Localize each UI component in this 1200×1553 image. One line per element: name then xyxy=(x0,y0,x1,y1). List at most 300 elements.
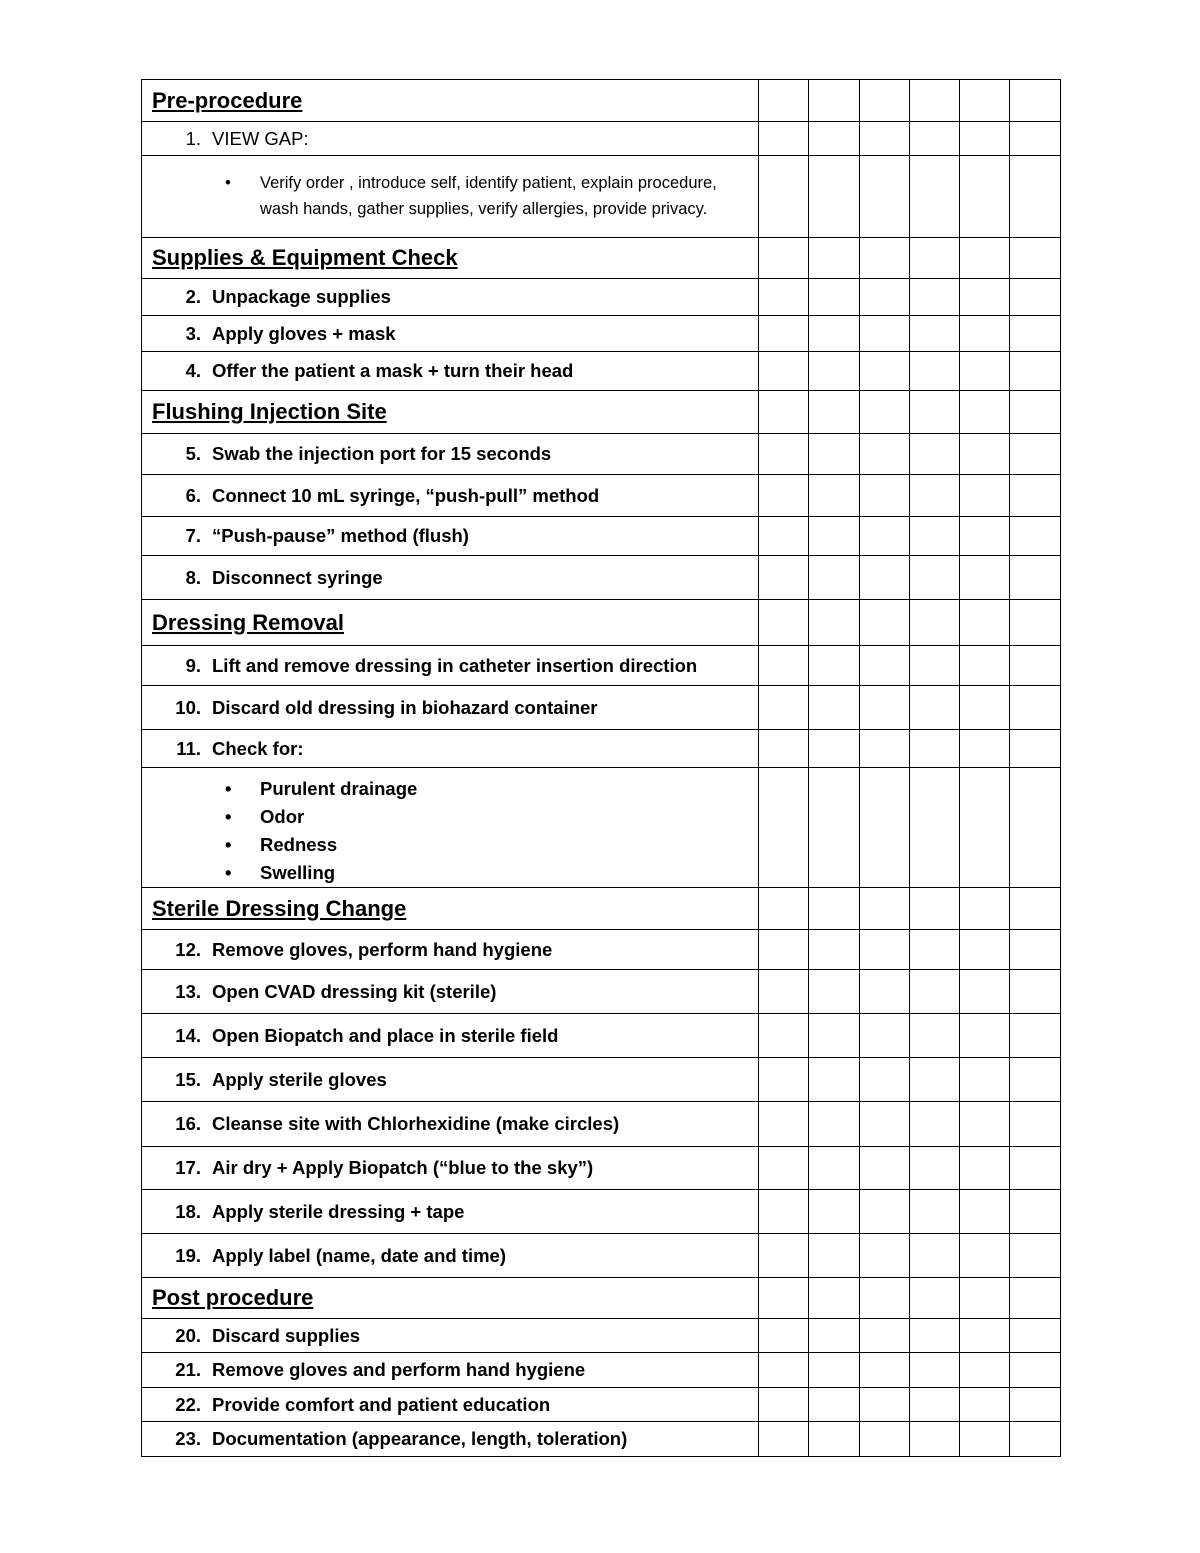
step-number: 8. xyxy=(185,566,201,588)
step-row xyxy=(142,646,1061,686)
step-row xyxy=(142,1234,1061,1278)
step-cell xyxy=(142,1422,759,1457)
checkbox-cell xyxy=(759,122,809,156)
checkbox-cell xyxy=(759,1058,809,1102)
checkbox-cell xyxy=(809,517,859,556)
step-number: 1. xyxy=(185,127,201,149)
step-cell xyxy=(142,1014,759,1058)
step-number: 17. xyxy=(175,1157,201,1178)
checkbox-cell xyxy=(859,1147,909,1190)
checkbox-cell xyxy=(1010,434,1060,475)
step-number: 9. xyxy=(185,654,201,676)
checkbox-cell xyxy=(960,434,1010,475)
checkbox-cell xyxy=(1010,600,1060,646)
checkbox-cell xyxy=(909,888,959,930)
checkbox-cell xyxy=(859,1234,909,1278)
checkbox-cell xyxy=(809,600,859,646)
step-row xyxy=(142,122,1061,156)
checkbox-cell xyxy=(809,1190,859,1234)
checkbox-cell xyxy=(759,238,809,279)
check-for-item: • Purulent drainage xyxy=(142,775,738,803)
checkbox-cell xyxy=(859,475,909,517)
checkbox-cell xyxy=(759,434,809,475)
checkbox-cell xyxy=(859,1388,909,1422)
step-number: 23. xyxy=(175,1428,201,1449)
checkbox-cell xyxy=(859,279,909,316)
checkbox-cell xyxy=(759,970,809,1014)
checkbox-cell xyxy=(759,646,809,686)
checkbox-cell xyxy=(809,80,859,122)
step-cell xyxy=(142,646,759,686)
checkbox-cell xyxy=(909,475,959,517)
checkbox-cell xyxy=(759,1234,809,1278)
step-number: 10. xyxy=(175,696,201,718)
checkbox-cell xyxy=(1010,556,1060,600)
checkbox-cell xyxy=(859,1014,909,1058)
checkbox-cell xyxy=(809,1102,859,1147)
step-number: 12. xyxy=(175,938,201,960)
checkbox-cell xyxy=(859,1058,909,1102)
bullet-row xyxy=(142,156,1061,238)
step-row xyxy=(142,1014,1061,1058)
step-row xyxy=(142,1319,1061,1353)
checkbox-cell xyxy=(759,1353,809,1388)
checkbox-cell xyxy=(960,238,1010,279)
checkbox-cell xyxy=(859,888,909,930)
checkbox-cell xyxy=(759,1278,809,1319)
checkbox-cell xyxy=(960,316,1010,352)
step-row xyxy=(142,279,1061,316)
checkbox-cell xyxy=(909,434,959,475)
checkbox-cell xyxy=(1010,316,1060,352)
step-cell xyxy=(142,352,759,391)
step-number: 7. xyxy=(185,525,201,546)
section-header: Supplies & Equipment Check xyxy=(142,238,759,279)
step-text: Apply sterile gloves xyxy=(212,1068,387,1090)
section-header-row xyxy=(142,391,1061,434)
checkbox-cell xyxy=(909,316,959,352)
step-row xyxy=(142,930,1061,970)
checkbox-cell xyxy=(759,600,809,646)
checkbox-cell xyxy=(859,122,909,156)
checkbox-cell xyxy=(809,1147,859,1190)
checkbox-cell xyxy=(809,768,859,888)
checkbox-cell xyxy=(859,316,909,352)
checkbox-cell xyxy=(909,1190,959,1234)
checkbox-cell xyxy=(759,1190,809,1234)
checkbox-cell xyxy=(960,970,1010,1014)
checkbox-cell xyxy=(960,1278,1010,1319)
checkbox-cell xyxy=(1010,122,1060,156)
checkbox-cell xyxy=(1010,888,1060,930)
checkbox-cell xyxy=(759,316,809,352)
step-row xyxy=(142,517,1061,556)
checkbox-cell xyxy=(809,1278,859,1319)
step-text: Swab the injection port for 15 seconds xyxy=(212,443,552,464)
checkbox-cell xyxy=(759,730,809,768)
checkbox-cell xyxy=(859,646,909,686)
checkbox-cell xyxy=(859,1278,909,1319)
checkbox-cell xyxy=(1010,238,1060,279)
step-text: Documentation (appearance, length, toleration) xyxy=(212,1428,628,1449)
checkbox-cell xyxy=(859,517,909,556)
section-header: Pre-procedure xyxy=(142,80,759,122)
step-text: Disconnect syringe xyxy=(212,566,383,588)
checkbox-cell xyxy=(809,316,859,352)
checkbox-cell xyxy=(809,1234,859,1278)
step-row xyxy=(142,1353,1061,1388)
section-header-row xyxy=(142,1278,1061,1319)
section-header-row xyxy=(142,80,1061,122)
checkbox-cell xyxy=(960,686,1010,730)
step-cell xyxy=(142,970,759,1014)
checkbox-cell xyxy=(859,730,909,768)
bullet-cell xyxy=(142,768,759,888)
step-row xyxy=(142,1058,1061,1102)
step-cell xyxy=(142,1147,759,1190)
step-cell xyxy=(142,1058,759,1102)
section-header-row xyxy=(142,888,1061,930)
checkbox-cell xyxy=(859,1353,909,1388)
view-gap-item: • Verify order , introduce self, identify patient, explain procedure, wash hands, gather supplies, verify allergies, provide privacy. xyxy=(142,171,738,222)
checkbox-cell xyxy=(809,1353,859,1388)
section-header: Post procedure xyxy=(142,1278,759,1319)
checkbox-cell xyxy=(859,391,909,434)
step-cell xyxy=(142,1353,759,1388)
checkbox-cell xyxy=(809,279,859,316)
checkbox-cell xyxy=(809,238,859,279)
step-cell xyxy=(142,730,759,768)
checkbox-cell xyxy=(909,970,959,1014)
step-text: Discard old dressing in biohazard container xyxy=(212,696,598,718)
checkbox-cell xyxy=(809,434,859,475)
checkbox-cell xyxy=(960,1353,1010,1388)
step-number: 13. xyxy=(175,980,201,1002)
step-cell xyxy=(142,434,759,475)
checkbox-cell xyxy=(1010,1058,1060,1102)
checkbox-cell xyxy=(909,238,959,279)
checklist-table xyxy=(141,79,1061,1457)
checkbox-cell xyxy=(960,352,1010,391)
checkbox-cell xyxy=(909,1014,959,1058)
checkbox-cell xyxy=(1010,1147,1060,1190)
checkbox-cell xyxy=(909,1147,959,1190)
step-number: 20. xyxy=(175,1324,201,1346)
section-header: Dressing Removal xyxy=(142,600,759,646)
check-for-item: • Odor xyxy=(142,803,738,831)
step-row xyxy=(142,1422,1061,1457)
checkbox-cell xyxy=(909,517,959,556)
checkbox-cell xyxy=(859,768,909,888)
checkbox-cell xyxy=(759,1147,809,1190)
checkbox-cell xyxy=(809,730,859,768)
checkbox-cell xyxy=(759,517,809,556)
checkbox-cell xyxy=(909,930,959,970)
step-cell xyxy=(142,475,759,517)
checkbox-cell xyxy=(909,1058,959,1102)
checkbox-cell xyxy=(759,279,809,316)
step-number: 2. xyxy=(185,286,201,307)
step-text: Open Biopatch and place in sterile field xyxy=(212,1024,559,1046)
checkbox-cell xyxy=(909,1353,959,1388)
step-text: Apply label (name, date and time) xyxy=(212,1244,507,1266)
checkbox-cell xyxy=(1010,475,1060,517)
checkbox-cell xyxy=(909,556,959,600)
checkbox-cell xyxy=(960,122,1010,156)
step-row xyxy=(142,434,1061,475)
checkbox-cell xyxy=(960,1422,1010,1457)
checkbox-cell xyxy=(909,1422,959,1457)
checkbox-cell xyxy=(759,156,809,238)
step-row xyxy=(142,1190,1061,1234)
checkbox-cell xyxy=(859,238,909,279)
section-header: Sterile Dressing Change xyxy=(142,888,759,930)
checkbox-cell xyxy=(960,556,1010,600)
step-row xyxy=(142,970,1061,1014)
checkbox-cell xyxy=(809,156,859,238)
step-row xyxy=(142,475,1061,517)
section-header: Flushing Injection Site xyxy=(142,391,759,434)
step-text: Offer the patient a mask + turn their head xyxy=(212,360,574,381)
step-text: Remove gloves and perform hand hygiene xyxy=(212,1359,586,1380)
step-row xyxy=(142,686,1061,730)
step-cell xyxy=(142,517,759,556)
checkbox-cell xyxy=(1010,1190,1060,1234)
step-cell xyxy=(142,279,759,316)
checkbox-cell xyxy=(759,352,809,391)
checkbox-cell xyxy=(1010,686,1060,730)
checkbox-cell xyxy=(759,1388,809,1422)
checkbox-cell xyxy=(859,352,909,391)
checkbox-cell xyxy=(960,1102,1010,1147)
checkbox-cell xyxy=(759,768,809,888)
step-number: 6. xyxy=(185,484,201,506)
checkbox-cell xyxy=(809,646,859,686)
checkbox-cell xyxy=(809,970,859,1014)
checklist-body xyxy=(142,80,1061,1457)
checkbox-cell xyxy=(960,888,1010,930)
checkbox-cell xyxy=(960,80,1010,122)
checkbox-cell xyxy=(960,279,1010,316)
checkbox-cell xyxy=(1010,279,1060,316)
checkbox-cell xyxy=(809,475,859,517)
step-cell xyxy=(142,686,759,730)
step-number: 5. xyxy=(185,443,201,464)
check-for-list xyxy=(142,775,758,887)
checkbox-cell xyxy=(1010,1102,1060,1147)
step-cell xyxy=(142,1234,759,1278)
bullet-cell xyxy=(142,156,759,238)
step-number: 14. xyxy=(175,1024,201,1046)
checkbox-cell xyxy=(909,730,959,768)
checkbox-cell xyxy=(809,1388,859,1422)
step-text: Check for: xyxy=(212,737,304,759)
step-text: Apply sterile dressing + tape xyxy=(212,1200,465,1222)
checkbox-cell xyxy=(759,888,809,930)
checkbox-cell xyxy=(809,1319,859,1353)
checkbox-cell xyxy=(809,1422,859,1457)
checkbox-cell xyxy=(859,1319,909,1353)
step-number: 22. xyxy=(175,1393,201,1415)
checkbox-cell xyxy=(1010,517,1060,556)
checkbox-cell xyxy=(1010,768,1060,888)
step-text: Unpackage supplies xyxy=(212,286,391,307)
step-text: Remove gloves, perform hand hygiene xyxy=(212,938,553,960)
step-text: “Push-pause” method (flush) xyxy=(212,525,469,546)
step-text: Air dry + Apply Biopatch (“blue to the sky”) xyxy=(212,1157,594,1178)
step-text: Open CVAD dressing kit (sterile) xyxy=(212,980,497,1002)
checkbox-cell xyxy=(759,556,809,600)
checkbox-cell xyxy=(960,1014,1010,1058)
step-row xyxy=(142,1388,1061,1422)
step-row xyxy=(142,1147,1061,1190)
step-row xyxy=(142,556,1061,600)
step-cell xyxy=(142,1102,759,1147)
step-text: Apply gloves + mask xyxy=(212,322,396,344)
checkbox-cell xyxy=(909,156,959,238)
step-cell xyxy=(142,556,759,600)
checkbox-cell xyxy=(909,768,959,888)
checkbox-cell xyxy=(960,1058,1010,1102)
checkbox-cell xyxy=(859,156,909,238)
step-number: 21. xyxy=(175,1359,201,1380)
checkbox-cell xyxy=(809,1014,859,1058)
checkbox-cell xyxy=(759,391,809,434)
checkbox-cell xyxy=(960,1319,1010,1353)
step-cell xyxy=(142,930,759,970)
checkbox-cell xyxy=(909,600,959,646)
checkbox-cell xyxy=(809,556,859,600)
step-text: Lift and remove dressing in catheter insertion direction xyxy=(212,654,698,676)
checkbox-cell xyxy=(909,1234,959,1278)
checkbox-cell xyxy=(759,1422,809,1457)
checkbox-cell xyxy=(960,475,1010,517)
checkbox-cell xyxy=(960,930,1010,970)
section-header-row xyxy=(142,600,1061,646)
step-row xyxy=(142,1102,1061,1147)
checkbox-cell xyxy=(859,1422,909,1457)
check-for-item: • Swelling xyxy=(142,859,738,887)
checkbox-cell xyxy=(759,930,809,970)
view-gap-list xyxy=(142,171,758,222)
checkbox-cell xyxy=(909,686,959,730)
checkbox-cell xyxy=(909,1319,959,1353)
checkbox-cell xyxy=(909,352,959,391)
step-cell xyxy=(142,1319,759,1353)
checkbox-cell xyxy=(859,434,909,475)
checkbox-cell xyxy=(759,1319,809,1353)
step-cell xyxy=(142,1388,759,1422)
checkbox-cell xyxy=(1010,391,1060,434)
step-number: 19. xyxy=(175,1244,201,1266)
checkbox-cell xyxy=(960,156,1010,238)
checkbox-cell xyxy=(1010,1388,1060,1422)
checkbox-cell xyxy=(1010,930,1060,970)
checkbox-cell xyxy=(859,600,909,646)
checkbox-cell xyxy=(960,391,1010,434)
checkbox-cell xyxy=(859,970,909,1014)
checkbox-cell xyxy=(909,1102,959,1147)
step-text: Discard supplies xyxy=(212,1324,361,1346)
checkbox-cell xyxy=(759,80,809,122)
checkbox-cell xyxy=(960,730,1010,768)
step-text: Cleanse site with Chlorhexidine (make circles) xyxy=(212,1113,620,1134)
check-for-item: • Redness xyxy=(142,831,738,859)
checkbox-cell xyxy=(960,1388,1010,1422)
checkbox-cell xyxy=(909,1278,959,1319)
checkbox-cell xyxy=(909,122,959,156)
checkbox-cell xyxy=(960,768,1010,888)
checkbox-cell xyxy=(960,646,1010,686)
checkbox-cell xyxy=(759,475,809,517)
checkbox-cell xyxy=(1010,1278,1060,1319)
checkbox-cell xyxy=(809,391,859,434)
step-cell xyxy=(142,316,759,352)
checkbox-cell xyxy=(1010,156,1060,238)
step-text: VIEW GAP: xyxy=(212,127,309,149)
checkbox-cell xyxy=(809,686,859,730)
checkbox-cell xyxy=(759,686,809,730)
checkbox-cell xyxy=(960,1190,1010,1234)
checkbox-cell xyxy=(1010,1353,1060,1388)
checkbox-cell xyxy=(1010,80,1060,122)
checkbox-cell xyxy=(960,1234,1010,1278)
checkbox-cell xyxy=(859,1190,909,1234)
checkbox-cell xyxy=(909,80,959,122)
step-text: Provide comfort and patient education xyxy=(212,1393,551,1415)
step-row xyxy=(142,352,1061,391)
checkbox-cell xyxy=(1010,1234,1060,1278)
checkbox-cell xyxy=(809,930,859,970)
section-header-row xyxy=(142,238,1061,279)
checkbox-cell xyxy=(759,1102,809,1147)
step-number: 3. xyxy=(185,322,201,344)
checkbox-cell xyxy=(1010,1319,1060,1353)
checkbox-cell xyxy=(859,686,909,730)
checkbox-cell xyxy=(909,646,959,686)
checkbox-cell xyxy=(859,556,909,600)
checkbox-cell xyxy=(1010,730,1060,768)
checkbox-cell xyxy=(809,1058,859,1102)
checkbox-cell xyxy=(859,80,909,122)
checkbox-cell xyxy=(859,1102,909,1147)
checkbox-cell xyxy=(1010,646,1060,686)
checkbox-cell xyxy=(809,122,859,156)
step-row xyxy=(142,730,1061,768)
checkbox-cell xyxy=(859,930,909,970)
checkbox-cell xyxy=(809,888,859,930)
checkbox-cell xyxy=(759,1014,809,1058)
checkbox-cell xyxy=(909,391,959,434)
checkbox-cell xyxy=(1010,352,1060,391)
bullet-row xyxy=(142,768,1061,888)
checkbox-cell xyxy=(909,279,959,316)
step-cell xyxy=(142,1190,759,1234)
checkbox-cell xyxy=(1010,1422,1060,1457)
step-cell xyxy=(142,122,759,156)
step-number: 18. xyxy=(175,1200,201,1222)
checkbox-cell xyxy=(960,1147,1010,1190)
step-number: 15. xyxy=(175,1068,201,1090)
step-number: 11. xyxy=(176,737,201,759)
checkbox-cell xyxy=(909,1388,959,1422)
checkbox-cell xyxy=(809,352,859,391)
checkbox-cell xyxy=(1010,1014,1060,1058)
checkbox-cell xyxy=(960,517,1010,556)
checkbox-cell xyxy=(960,600,1010,646)
step-number: 4. xyxy=(185,360,201,381)
step-number: 16. xyxy=(175,1113,201,1134)
